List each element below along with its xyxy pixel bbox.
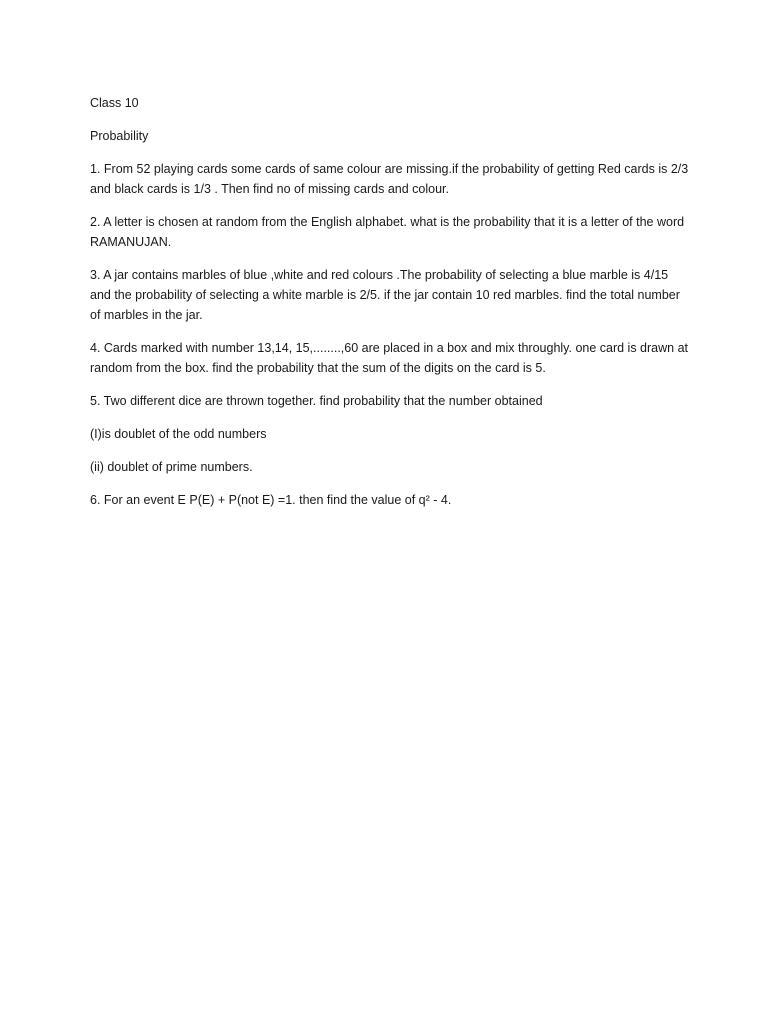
question-5-part-ii: (ii) doublet of prime numbers.	[90, 460, 253, 474]
question-5: 5. Two different dice are thrown together. find probability that the number obtained	[90, 394, 543, 408]
question-1: 1. From 52 playing cards some cards of same colour are missing.if the probability of getting Red cards is 2/3 and black cards is 1/3 . Then find no of missing cards and colour.	[90, 162, 689, 196]
question-6: 6. For an event E P(E) + P(not E) =1. then find the value of q² - 4.	[90, 493, 452, 507]
question-2: 2. A letter is chosen at random from the English alphabet. what is the probability that it is a letter of the word RAMANUJAN.	[90, 215, 685, 249]
document-page	[90, 93, 690, 523]
question-3: 3. A jar contains marbles of blue ,white and red colours .The probability of selecting a blue marble is 4/15 and the probability of selecting a white marble is 2/5. if the jar contain 10 red marbles. find the total number of marbles in the jar.	[90, 268, 680, 322]
question-4: 4. Cards marked with number 13,14, 15,........,60 are placed in a box and mix throughly. one card is drawn at random from the box. find the probability that the sum of the digits on the card is 5.	[90, 341, 689, 375]
subject-heading: Probability	[90, 129, 149, 143]
question-5-part-i: (I)is doublet of the odd numbers	[90, 427, 267, 441]
class-label: Class 10	[90, 96, 139, 110]
